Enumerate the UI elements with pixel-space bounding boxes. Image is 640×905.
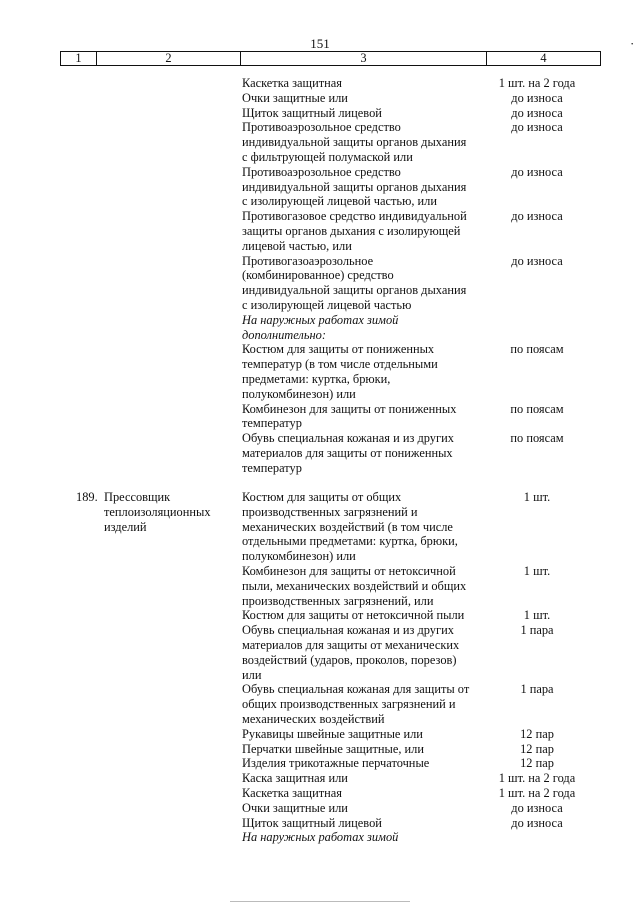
note-italic: На наружных работах зимой [242, 312, 399, 327]
item-description: предметами: куртка, брюки, [242, 372, 391, 386]
norm-value: до износа [511, 105, 563, 120]
item-description: Противоаэрозольное средство [242, 164, 401, 179]
profession-name: изделий [104, 519, 147, 534]
profession-name: Прессовщик [104, 490, 171, 504]
col-header-4: 4 [487, 52, 601, 66]
item-description: Противоаэрозольное средство [242, 120, 401, 135]
note-italic: На наружных работах зимой [242, 830, 399, 845]
item-description: механических воздействий [242, 712, 385, 726]
item-description: Комбинезон для защиты от пониженных [242, 401, 457, 416]
norm-value: до износа [511, 164, 563, 179]
item-description: температур [242, 460, 302, 475]
item-description: Очки защитные или [242, 90, 348, 105]
item-description: Изделия трикотажные перчаточные [242, 756, 430, 771]
item-description: температур (в том числе отдельными [242, 357, 438, 372]
norm-value: 1 шт. на 2 года [498, 76, 576, 90]
item-description: механических воздействий (в том числе [242, 519, 453, 534]
norm-value: 1 шт. на 2 года [498, 771, 576, 786]
item-description: Противогазоаэрозольное [242, 253, 374, 268]
item-description: полукомбинезон) или [242, 386, 356, 401]
item-description: с изолирующей лицевой частью [242, 298, 412, 312]
item-description: пыли, механических воздействий и общих [242, 578, 467, 593]
norm-value: до износа [511, 120, 563, 135]
norm-value: 1 пара [520, 623, 554, 638]
norm-value: 1 шт. [523, 608, 551, 623]
note-italic: дополнительно: [242, 327, 326, 342]
norm-value: 1 шт. [523, 490, 551, 504]
norm-value: до износа [511, 253, 563, 268]
item-description: Щиток защитный лицевой [242, 105, 382, 120]
page-number: 151 [310, 36, 330, 51]
norm-value: до износа [511, 209, 563, 224]
norm-value: до износа [511, 90, 563, 105]
item-description: общих производственных загрязнений и [242, 697, 456, 712]
item-description: Костюм для защиты от общих [242, 490, 402, 504]
item-description: или [242, 667, 262, 682]
norm-value: 1 пара [520, 682, 554, 697]
item-description: производственных загрязнений, или [242, 593, 434, 608]
item-description: воздействий (ударов, проколов, порезов) [242, 652, 457, 667]
item-description: Каскетка защитная [242, 786, 342, 800]
norm-value: 1 шт. [523, 564, 551, 578]
norm-value: 12 пар [520, 756, 554, 771]
item-description: Комбинезон для защиты от нетоксичной [242, 564, 456, 578]
norm-value: 12 пар [520, 741, 554, 756]
item-description: Обувь специальная кожаная и из других [242, 431, 454, 446]
item-description: защиты органов дыхания с изолирующей [242, 224, 461, 238]
item-description: Каскетка защитная [242, 76, 342, 90]
col-header-3: 3 [241, 52, 487, 66]
item-description: Противогазовое средство индивидуальной [242, 209, 467, 224]
item-description: производственных загрязнений и [242, 504, 418, 519]
item-description: индивидуальной защиты органов дыхания [242, 179, 467, 194]
item-description: температур [242, 416, 302, 431]
item-description: материалов для защиты от пониженных [242, 446, 453, 460]
norm-value: 12 пар [520, 726, 554, 741]
profession-name: теплоизоляционных [104, 504, 211, 519]
item-description: лицевой частью, или [242, 238, 352, 253]
norm-value: по поясам [510, 431, 564, 446]
item-description: Очки защитные или [242, 800, 348, 815]
norm-value: до износа [511, 815, 563, 830]
col-header-1: 1 [61, 52, 97, 66]
item-description: Рукавицы швейные защитные или [242, 726, 423, 741]
item-description: Щиток защитный лицевой [242, 815, 382, 830]
item-description: Перчатки швейные защитные, или [242, 741, 424, 756]
item-description: Костюм для защиты от пониженных [242, 342, 435, 357]
item-description: Обувь специальная кожаная и из других [242, 623, 454, 638]
item-description: Обувь специальная кожаная для защиты от [242, 682, 470, 697]
item-description: отдельными предметами: куртка, брюки, [242, 534, 458, 549]
margin-mark: · [630, 36, 635, 51]
item-description: индивидуальной защиты органов дыхания [242, 135, 467, 150]
norm-value: по поясам [510, 342, 564, 357]
item-description: полукомбинезон) или [242, 549, 356, 564]
norm-value: до износа [511, 800, 563, 815]
item-description: Каска защитная или [242, 771, 348, 786]
norm-value: 1 шт. на 2 года [498, 786, 576, 800]
item-description: индивидуальной защиты органов дыхания [242, 283, 467, 298]
footer-rule [230, 901, 410, 902]
item-number: 189. [76, 490, 98, 504]
column-header-table [60, 51, 601, 66]
col-header-2: 2 [97, 52, 241, 66]
item-description: материалов для защиты от механических [242, 638, 460, 652]
item-description: с изолирующей лицевой частью, или [242, 194, 437, 209]
item-description: с фильтрующей полумаской или [242, 150, 413, 164]
norm-value: по поясам [510, 401, 564, 416]
item-description: (комбинированное) средство [242, 268, 394, 283]
item-description: Костюм для защиты от нетоксичной пыли [242, 608, 465, 623]
